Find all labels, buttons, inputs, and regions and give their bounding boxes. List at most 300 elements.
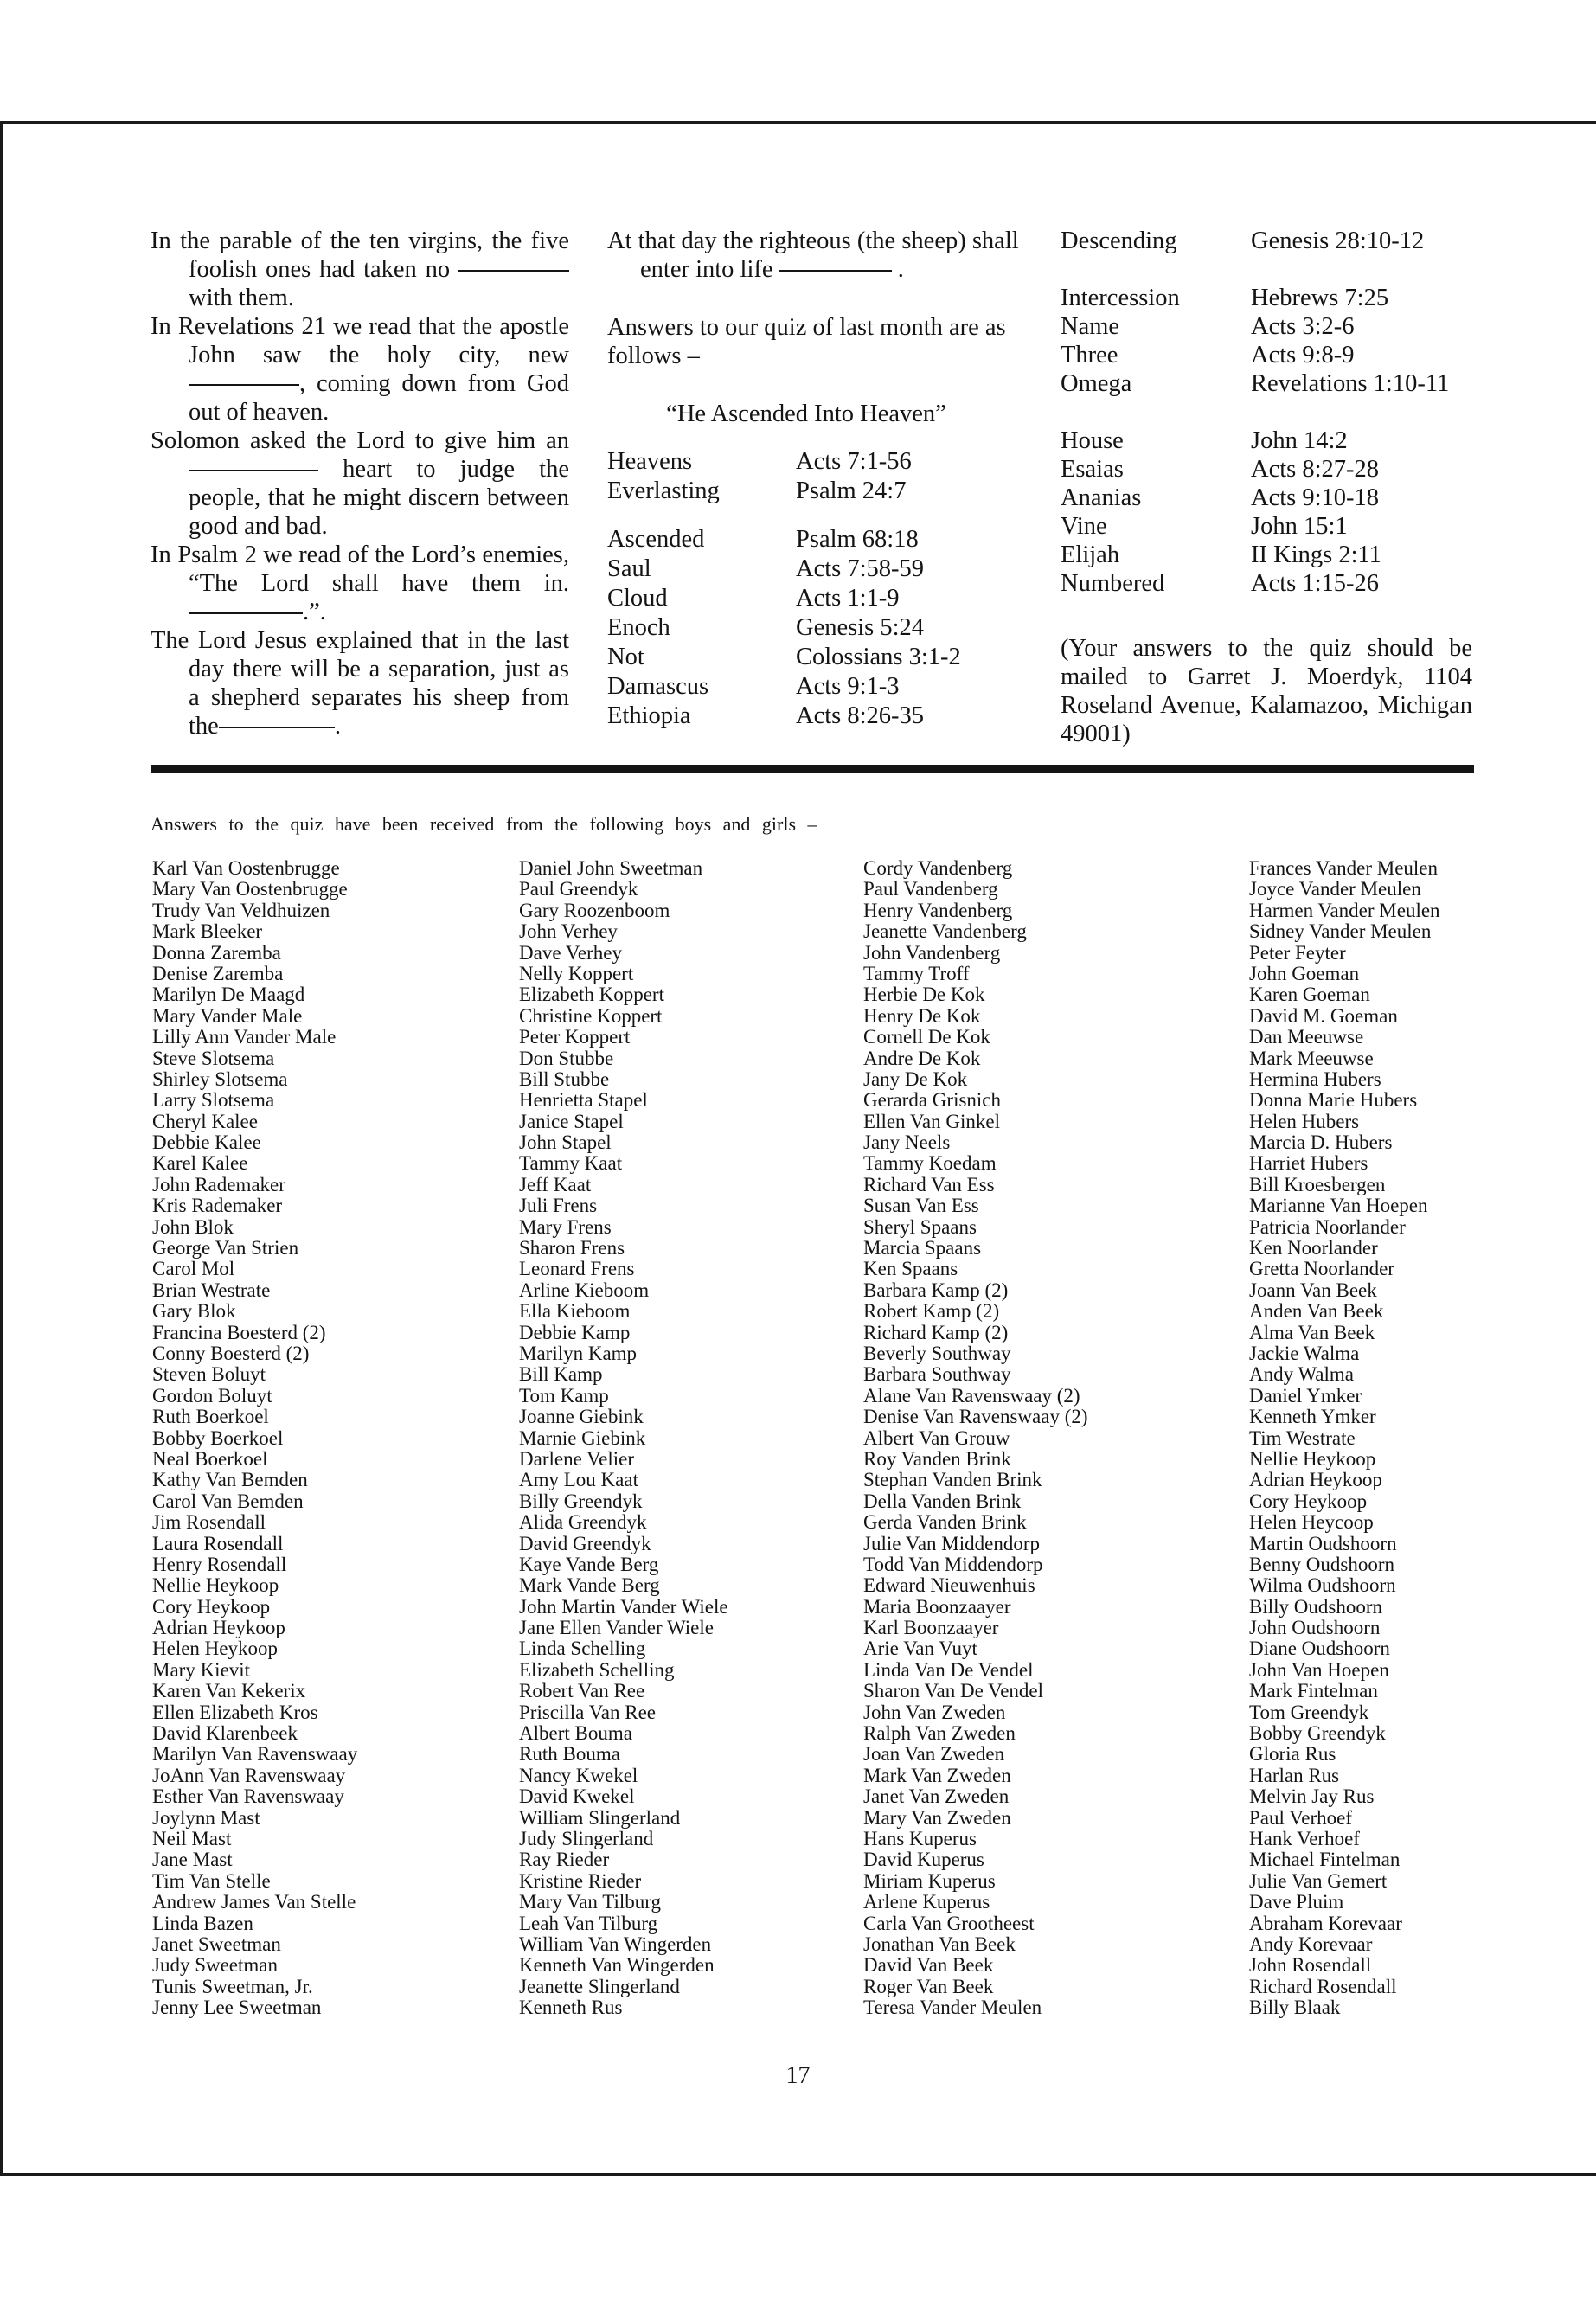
answer-row	[607, 554, 961, 584]
answer-blank	[779, 270, 892, 272]
list-item: David Klarenbeek	[152, 1722, 298, 1745]
list-item: Donna Zaremba	[152, 941, 281, 964]
list-item: Carla Van Grootheest	[863, 1912, 1035, 1934]
list-item: Elizabeth Koppert	[519, 984, 664, 1006]
quiz-question	[151, 227, 569, 312]
answer-row	[1061, 284, 1449, 312]
answer-word: Esaias	[1061, 456, 1124, 483]
list-item: Jeanette Slingerland	[519, 1975, 680, 1997]
answer-ref: Genesis 28:10-12	[1251, 228, 1425, 254]
list-item: John Goeman	[1249, 962, 1360, 984]
answer-blank	[219, 727, 335, 728]
list-item: Abraham Korevaar	[1249, 1912, 1402, 1934]
question-text: Solomon asked the Lord to give him an	[151, 427, 569, 454]
list-item: Henrietta Stapel	[519, 1089, 648, 1112]
list-item: Richard Rosendall	[1249, 1975, 1397, 1997]
list-item: Larry Slotsema	[152, 1089, 275, 1112]
list-item: Karen Goeman	[1249, 984, 1370, 1006]
answer-word: Ananias	[1061, 484, 1142, 511]
list-item: Steven Boluyt	[152, 1363, 266, 1386]
list-item: Benny Oudshoorn	[1249, 1553, 1395, 1575]
list-item: Janet Van Zweden	[863, 1785, 1010, 1808]
list-item: Joylynn Mast	[152, 1806, 260, 1829]
answers-column-right	[1061, 227, 1476, 748]
list-item: Tim Van Stelle	[152, 1869, 271, 1892]
list-item: Cordy Vandenberg	[863, 857, 1013, 879]
answer-blank	[458, 270, 569, 272]
list-item: Mary Van Zweden	[863, 1806, 1011, 1829]
list-item: John Martin Vander Wiele	[519, 1595, 728, 1618]
list-item: Edward Nieuwenhuis	[863, 1574, 1035, 1597]
list-item: Andy Korevaar	[1249, 1932, 1373, 1955]
list-item: Francina Boesterd (2)	[152, 1321, 326, 1343]
list-item: Barbara Kamp (2)	[863, 1279, 1009, 1301]
list-item: Carol Mol	[152, 1258, 235, 1280]
list-item: Karel Kalee	[152, 1152, 248, 1175]
answer-ref: Acts 9:8-9	[1251, 342, 1355, 369]
list-item: Cornell De Kok	[863, 1026, 990, 1048]
list-item: Albert Bouma	[519, 1722, 632, 1745]
list-item: Gretta Noorlander	[1249, 1258, 1394, 1280]
list-item: Dave Pluim	[1249, 1891, 1344, 1913]
list-item: Janice Stapel	[519, 1110, 624, 1132]
list-item: Marianne Van Hoepen	[1249, 1195, 1428, 1217]
answer-row	[1061, 569, 1449, 598]
list-item: Maria Boonzaayer	[863, 1595, 1011, 1618]
list-item: Debbie Kamp	[519, 1321, 631, 1343]
list-item: Roger Van Beek	[863, 1975, 994, 1997]
list-item: Jeff Kaat	[519, 1173, 592, 1195]
answer-ref: II Kings 2:11	[1251, 542, 1381, 568]
list-item: Tom Kamp	[519, 1384, 609, 1407]
list-item: Joann Van Beek	[1249, 1279, 1377, 1301]
list-item: Kaye Vande Berg	[519, 1553, 659, 1575]
answer-row	[607, 447, 961, 477]
list-item: Gordon Boluyt	[152, 1384, 272, 1407]
list-item: Hans Kuperus	[863, 1827, 977, 1849]
list-item: Alma Van Beek	[1249, 1321, 1375, 1343]
list-item: Arline Kieboom	[519, 1279, 650, 1301]
answer-word: Everlasting	[607, 478, 720, 504]
list-item: Richard Kamp (2)	[863, 1321, 1009, 1343]
answer-word: Name	[1061, 313, 1120, 340]
answer-blank	[189, 612, 303, 614]
list-item: Brian Westrate	[152, 1279, 271, 1301]
names-column-4	[1249, 858, 1440, 2018]
list-item: Mark Bleeker	[152, 920, 263, 943]
list-item: Karl Boonzaayer	[863, 1617, 999, 1639]
bottom-border-rule	[0, 2173, 1596, 2176]
question-text: The Lord Jesus explained that in the last day there will be a separation, just as a shepherd separates his sheep from the	[151, 627, 569, 740]
answer-ref: Psalm 68:18	[796, 526, 919, 553]
answers-table	[607, 447, 961, 731]
quiz-question	[607, 227, 1022, 284]
list-item: John Oudshoorn	[1249, 1617, 1381, 1639]
list-item: Mark Meeuwse	[1249, 1047, 1374, 1069]
list-item: David Kwekel	[519, 1785, 635, 1808]
list-item: Joyce Vander Meulen	[1249, 878, 1421, 901]
list-item: Kristine Rieder	[519, 1869, 642, 1892]
list-item: Daniel Ymker	[1249, 1384, 1362, 1407]
list-item: Mary Van Oostenbrugge	[152, 878, 348, 901]
list-item: Hermina Hubers	[1249, 1067, 1381, 1090]
list-item: Peter Koppert	[519, 1026, 631, 1048]
list-item: Nellie Heykoop	[1249, 1447, 1376, 1470]
list-item: Trudy Van Veldhuizen	[152, 899, 330, 921]
list-item: Andre De Kok	[863, 1047, 981, 1069]
list-item: Kris Rademaker	[152, 1195, 283, 1217]
list-item: Christine Koppert	[519, 1004, 663, 1027]
list-item: David Van Beek	[863, 1954, 994, 1977]
list-item: Karen Van Kekerix	[152, 1680, 306, 1702]
list-item: Harmen Vander Meulen	[1249, 899, 1440, 921]
answer-row	[1061, 312, 1449, 341]
list-item: John Rosendall	[1249, 1954, 1372, 1977]
list-item: Patricia Noorlander	[1249, 1215, 1406, 1238]
list-item: Richard Van Ess	[863, 1173, 995, 1195]
list-item: Neil Mast	[152, 1827, 232, 1849]
list-item: Tammy Troff	[863, 962, 970, 984]
question-text: .	[334, 713, 341, 740]
list-item: Ruth Bouma	[519, 1743, 620, 1766]
list-item: Frances Vander Meulen	[1249, 857, 1439, 879]
answer-row	[1061, 484, 1449, 512]
list-item: Marilyn Kamp	[519, 1342, 638, 1364]
list-item: Bill Kroesbergen	[1249, 1173, 1386, 1195]
list-item: Gary Blok	[152, 1300, 236, 1323]
list-item: John Vandenberg	[863, 941, 1001, 964]
question-text: In Revelations 21 we read that the apostle John saw the holy city, new	[151, 313, 569, 369]
list-item: Martin Oudshoorn	[1249, 1532, 1397, 1554]
list-item: Diane Oudshoorn	[1249, 1638, 1390, 1660]
list-item: Robert Van Ree	[519, 1680, 645, 1702]
list-item: Bobby Boerkoel	[152, 1426, 284, 1449]
list-item: Jane Mast	[152, 1849, 233, 1871]
list-item: Arlene Kuperus	[863, 1891, 990, 1913]
answer-blank	[189, 470, 318, 471]
list-item: Nellie Heykoop	[152, 1574, 279, 1597]
answer-row	[1061, 541, 1449, 569]
quiz-question	[151, 541, 569, 626]
list-item: Mark Fintelman	[1249, 1680, 1378, 1702]
list-item: Della Vanden Brink	[863, 1490, 1022, 1512]
answer-row	[607, 672, 961, 702]
answer-ref: Acts 7:1-56	[796, 448, 912, 475]
answer-word: Saul	[607, 555, 651, 582]
list-item: David Greendyk	[519, 1532, 651, 1554]
answer-word: Ethiopia	[607, 702, 691, 729]
answer-row	[607, 477, 961, 506]
list-item: Marilyn Van Ravenswaay	[152, 1743, 358, 1766]
list-item: Gerarda Grisnich	[863, 1089, 1002, 1112]
list-item: Linda Van De Vendel	[863, 1658, 1034, 1681]
list-item: William Van Wingerden	[519, 1932, 712, 1955]
list-item: Joanne Giebink	[519, 1406, 644, 1428]
list-item: Karl Van Oostenbrugge	[152, 857, 340, 879]
answer-ref: Acts 1:1-9	[796, 585, 900, 612]
answer-word: Elijah	[1061, 542, 1120, 568]
list-item: Gloria Rus	[1249, 1743, 1336, 1766]
list-item: Herbie De Kok	[863, 984, 985, 1006]
names-column-2	[519, 858, 728, 2018]
list-item: John Rademaker	[152, 1173, 285, 1195]
list-item: Anden Van Beek	[1249, 1300, 1384, 1323]
list-item: Jenny Lee Sweetman	[152, 1997, 322, 2019]
question-text: with them.	[189, 285, 294, 311]
list-item: Andy Walma	[1249, 1363, 1355, 1386]
list-item: Laura Rosendall	[152, 1532, 284, 1554]
answer-ref: Acts 1:15-26	[1251, 570, 1380, 597]
list-item: Cory Heykoop	[152, 1595, 271, 1618]
list-item: Paul Verhoef	[1249, 1806, 1353, 1829]
list-item: John Verhey	[519, 920, 618, 943]
answer-ref: Psalm 24:7	[796, 478, 907, 504]
list-item: William Slingerland	[519, 1806, 681, 1829]
list-item: Leonard Frens	[519, 1258, 635, 1280]
answer-ref: Acts 8:27-28	[1251, 456, 1380, 483]
answer-word: Not	[607, 644, 644, 670]
answer-ref: Colossians 3:1-2	[796, 644, 961, 670]
page-number: 17	[785, 2062, 811, 2089]
list-item: Marilyn De Maagd	[152, 984, 305, 1006]
question-text: At that day the righteous (the sheep) shall enter into life	[607, 228, 1019, 283]
list-item: Michael Fintelman	[1249, 1849, 1401, 1871]
list-item: Leah Van Tilburg	[519, 1912, 658, 1934]
list-item: Adrian Heykoop	[1249, 1469, 1382, 1491]
question-text: In the parable of the ten virgins, the five foolish ones had taken no	[151, 228, 569, 283]
list-item: Henry Vandenberg	[863, 899, 1013, 921]
list-item: Paul Greendyk	[519, 878, 638, 901]
list-item: Melvin Jay Rus	[1249, 1785, 1375, 1808]
list-item: Mark Vande Berg	[519, 1574, 660, 1597]
answer-ref: John 15:1	[1251, 513, 1348, 540]
answer-word: Damascus	[607, 673, 709, 700]
list-item: Jane Ellen Vander Wiele	[519, 1617, 714, 1639]
list-item: Helen Hubers	[1249, 1110, 1360, 1132]
list-item: Amy Lou Kaat	[519, 1469, 638, 1491]
answer-word: Intercession	[1061, 285, 1180, 311]
list-item: Esther Van Ravenswaay	[152, 1785, 344, 1808]
list-item: Kenneth Van Wingerden	[519, 1954, 715, 1977]
list-item: Ken Spaans	[863, 1258, 958, 1280]
list-item: Don Stubbe	[519, 1047, 614, 1069]
answer-word: Enoch	[607, 614, 670, 641]
list-item: Miriam Kuperus	[863, 1869, 996, 1892]
list-item: Jackie Walma	[1249, 1342, 1360, 1364]
list-item: Peter Feyter	[1249, 941, 1346, 964]
answer-word: Omega	[1061, 370, 1132, 397]
list-item: Denise Zaremba	[152, 962, 284, 984]
list-item: Barbara Southway	[863, 1363, 1011, 1386]
answer-ref: Revelations 1:10-11	[1251, 370, 1450, 397]
list-item: Alane Van Ravenswaay (2)	[863, 1384, 1080, 1407]
answer-row	[607, 643, 961, 672]
answer-word: Vine	[1061, 513, 1107, 540]
question-text: .	[891, 256, 904, 283]
list-item: Darlene Velier	[519, 1447, 635, 1470]
answer-word: Three	[1061, 342, 1118, 369]
list-item: Henry Rosendall	[152, 1553, 287, 1575]
list-item: Kenneth Ymker	[1249, 1406, 1376, 1428]
answer-word: House	[1061, 427, 1124, 454]
list-item: Mary Frens	[519, 1215, 612, 1238]
quiz-question	[151, 626, 569, 740]
names-column-1	[152, 858, 357, 2018]
list-item: Billy Blaak	[1249, 1997, 1341, 2019]
list-item: Marcia Spaans	[863, 1237, 982, 1259]
question-text: .”.	[303, 599, 326, 625]
answer-word: Ascended	[607, 526, 705, 553]
answer-row	[1061, 426, 1449, 455]
list-item: Ellen Elizabeth Kros	[152, 1701, 318, 1723]
answers-intro: Answers to our quiz of last month are as follows –	[607, 314, 1006, 369]
answer-row	[1061, 512, 1449, 541]
answer-row	[607, 702, 961, 731]
list-item: Mary Van Tilburg	[519, 1891, 662, 1913]
quiz-question	[151, 312, 569, 426]
list-item: Henry De Kok	[863, 1004, 981, 1027]
list-item: Arie Van Vuyt	[863, 1638, 977, 1660]
list-item: Billy Oudshoorn	[1249, 1595, 1382, 1618]
list-item: Mary Vander Male	[152, 1004, 303, 1027]
list-item: Tom Greendyk	[1249, 1701, 1369, 1723]
list-item: Julie Van Gemert	[1249, 1869, 1388, 1892]
list-item: Cory Heykoop	[1249, 1490, 1368, 1512]
list-item: Kenneth Rus	[519, 1997, 623, 2019]
answer-ref: Acts 9:10-18	[1251, 484, 1380, 511]
answers-heading: “He Ascended Into Heaven”	[666, 401, 946, 427]
answer-ref: Acts 8:26-35	[796, 702, 925, 729]
list-item: Sharon Van De Vendel	[863, 1680, 1044, 1702]
list-item: Paul Vandenberg	[863, 878, 998, 901]
list-item: Robert Kamp (2)	[863, 1300, 1000, 1323]
list-item: Jeanette Vandenberg	[863, 920, 1027, 943]
list-item: Nelly Koppert	[519, 962, 634, 984]
list-item: Gary Roozenboom	[519, 899, 670, 921]
list-item: Linda Schelling	[519, 1638, 646, 1660]
list-item: Jany De Kok	[863, 1067, 968, 1090]
list-item: JoAnn Van Ravenswaay	[152, 1764, 346, 1786]
list-item: Susan Van Ess	[863, 1195, 979, 1217]
list-item: Priscilla Van Ree	[519, 1701, 656, 1723]
list-item: Teresa Vander Meulen	[863, 1997, 1042, 2019]
list-item: Tunis Sweetman, Jr.	[152, 1975, 313, 1997]
answer-row	[1061, 369, 1449, 398]
list-item: Dave Verhey	[519, 941, 622, 964]
top-border-rule	[0, 121, 1596, 124]
list-item: George Van Strien	[152, 1237, 299, 1259]
list-item: Bill Kamp	[519, 1363, 603, 1386]
list-item: Conny Boesterd (2)	[152, 1342, 310, 1364]
list-item: John Stapel	[519, 1131, 612, 1154]
list-item: Wilma Oudshoorn	[1249, 1574, 1396, 1597]
left-border-edge	[0, 121, 3, 2176]
list-item: Kathy Van Bemden	[152, 1469, 308, 1491]
list-item: Shirley Slotsema	[152, 1067, 288, 1090]
question-text: , coming down from God out of heaven.	[189, 370, 569, 426]
mailing-note: (Your answers to the quiz should be mailed to Garret J. Moerdyk, 1104 Roseland Avenue, Kalamazoo, Michigan 49001)	[1061, 635, 1472, 747]
list-item: Cheryl Kalee	[152, 1110, 258, 1132]
list-item: Carol Van Bemden	[152, 1490, 304, 1512]
list-item: Helen Heykoop	[152, 1638, 278, 1660]
list-item: Judy Slingerland	[519, 1827, 654, 1849]
list-item: Elizabeth Schelling	[519, 1658, 675, 1681]
answer-ref: Acts 7:58-59	[796, 555, 925, 582]
list-item: Jim Rosendall	[152, 1511, 266, 1534]
list-item: Mark Van Zweden	[863, 1764, 1011, 1786]
list-item: Tim Westrate	[1249, 1426, 1356, 1449]
list-item: Steve Slotsema	[152, 1047, 275, 1069]
list-item: Roy Vanden Brink	[863, 1447, 1011, 1470]
section-divider	[151, 765, 1474, 773]
list-item: Julie Van Middendorp	[863, 1532, 1041, 1554]
list-item: Ray Rieder	[519, 1849, 610, 1871]
list-item: Beverly Southway	[863, 1342, 1011, 1364]
answer-row	[607, 613, 961, 643]
list-item: Billy Greendyk	[519, 1490, 643, 1512]
list-item: Albert Van Grouw	[863, 1426, 1010, 1449]
answer-row	[607, 584, 961, 613]
list-item: Debbie Kalee	[152, 1131, 261, 1154]
quiz-question	[151, 426, 569, 541]
quiz-questions	[151, 227, 569, 740]
list-item: David Kuperus	[863, 1849, 984, 1871]
answer-ref: Acts 3:2-6	[1251, 313, 1355, 340]
names-column-3	[863, 858, 1088, 2018]
list-item: Joan Van Zweden	[863, 1743, 1005, 1766]
question-text: In Psalm 2 we read of the Lord’s enemies, “The Lord shall have them in.	[151, 542, 569, 597]
list-item: Dan Meeuwse	[1249, 1026, 1364, 1048]
answers-column	[607, 227, 1022, 731]
list-item: Ella Kieboom	[519, 1300, 631, 1323]
answer-ref: John 14:2	[1251, 427, 1348, 454]
answer-row	[1061, 455, 1449, 484]
answer-word: Heavens	[607, 448, 693, 475]
list-item: John Van Zweden	[863, 1701, 1006, 1723]
list-item: David M. Goeman	[1249, 1004, 1398, 1027]
list-item: Ruth Boerkoel	[152, 1406, 269, 1428]
list-item: Andrew James Van Stelle	[152, 1891, 356, 1913]
list-item: Alida Greendyk	[519, 1511, 647, 1534]
answer-word: Cloud	[607, 585, 668, 612]
list-item: Juli Frens	[519, 1195, 598, 1217]
answer-row	[1061, 341, 1449, 369]
answer-blank	[189, 384, 299, 386]
list-item: Sheryl Spaans	[863, 1215, 977, 1238]
list-item: Adrian Heykoop	[152, 1617, 285, 1639]
list-item: John Van Hoepen	[1249, 1658, 1389, 1681]
list-item: John Blok	[152, 1215, 234, 1238]
list-item: Donna Marie Hubers	[1249, 1089, 1418, 1112]
list-item: Jonathan Van Beek	[863, 1932, 1016, 1955]
list-item: Linda Bazen	[152, 1912, 253, 1934]
list-item: Hank Verhoef	[1249, 1827, 1360, 1849]
list-item: Tammy Kaat	[519, 1152, 623, 1175]
answer-ref: Hebrews 7:25	[1251, 285, 1389, 311]
list-item: Marcia D. Hubers	[1249, 1131, 1393, 1154]
list-item: Harriet Hubers	[1249, 1152, 1368, 1175]
answer-word: Numbered	[1061, 570, 1165, 597]
list-item: Bill Stubbe	[519, 1067, 610, 1090]
received-intro: Answers to the quiz have been received from the following boys and girls –	[151, 813, 817, 835]
answers-table	[1061, 227, 1449, 598]
list-item: Lilly Ann Vander Male	[152, 1026, 337, 1048]
list-item: Stephan Vanden Brink	[863, 1469, 1042, 1491]
list-item: Denise Van Ravenswaay (2)	[863, 1406, 1088, 1428]
list-item: Gerda Vanden Brink	[863, 1511, 1027, 1534]
list-item: Bobby Greendyk	[1249, 1722, 1386, 1745]
list-item: Marnie Giebink	[519, 1426, 646, 1449]
